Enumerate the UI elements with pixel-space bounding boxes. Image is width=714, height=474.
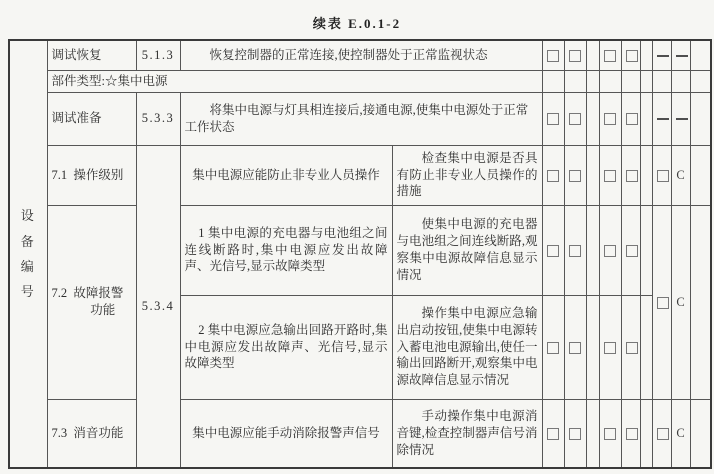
mark-cell [564,40,586,70]
checkbox-icon [569,50,581,62]
mark-cell [599,40,621,70]
checkbox-icon [569,113,581,125]
dash-icon [657,55,669,57]
checkbox-icon [569,342,581,354]
checkbox-icon [569,170,581,182]
checkbox-icon [604,50,616,62]
mark-cell [586,399,599,468]
requirement-cell: 集中电源应能手动消除报警声信号 [180,399,392,468]
checkbox-icon [547,245,559,257]
mark-cell [640,70,652,92]
mark-cell [690,399,711,468]
checkbox-icon [569,245,581,257]
mark-cell [599,92,621,145]
mark-cell [542,399,564,468]
method-cell: 使集中电源的充电器与电池组之间连线断路,观察集中电源故障信息显示情况 [392,205,542,295]
mark-cell [621,70,640,92]
checkbox-icon [626,245,638,257]
row-prepare [9,92,711,145]
mark-cell [564,70,586,92]
checkbox-icon [604,428,616,440]
requirement-cell: 1 集中电源的充电器与电池组之间连线断路时,集中电源应发出故障声、光信号,显示故障类型 [180,205,392,295]
row-fault-alarm-1 [9,205,711,295]
mark-cell [542,70,564,92]
mark-cell [586,70,599,92]
checkbox-icon [604,245,616,257]
method-cell: 手动操作集中电源消音键,检查控制器声信号消除情况 [392,399,542,468]
checkbox-icon [604,342,616,354]
mark-cell [652,205,671,399]
mark-cell [652,399,671,468]
mark-cell [542,205,564,295]
mark-cell [640,92,652,145]
device-number-label: 设备编号 [20,208,36,300]
mark-cell [586,92,599,145]
mark-cell [586,295,599,399]
function-name-cell: 调试准备 [47,92,136,145]
mark-cell [640,295,652,399]
checkbox-icon [657,428,669,440]
mark-cell [599,70,621,92]
mark-cell [690,40,711,70]
mark-cell [671,70,690,92]
mark-cell [652,70,671,92]
method-cell: 检查集中电源是否具有防止非专业人员操作的措施 [392,145,542,205]
mark-cell [621,205,640,295]
mark-cell [564,92,586,145]
mark-cell [564,145,586,205]
mark-cell [640,40,652,70]
function-name-label: 7.2 故障报警功能 [51,286,124,317]
mark-cell [542,145,564,205]
mark-cell [599,205,621,295]
clause-cell: 5.1.3 [136,40,180,70]
mark-cell: C [671,399,690,468]
dash-icon [676,118,688,120]
method-cell: 操作集中电源应急输出启动按钮,使集中电源转入蓄电池电源输出,使任一输出回路断开,观察集中电源故障信息显示情况 [392,295,542,399]
device-number-header [9,40,47,468]
mark-cell [671,40,690,70]
mark-cell [621,92,640,145]
mark-cell [690,70,711,92]
checkbox-icon [626,428,638,440]
dash-icon [676,55,688,57]
checkbox-icon [569,428,581,440]
mark-cell [640,399,652,468]
mark-cell [542,295,564,399]
function-name-cell: 调试恢复 [47,40,136,70]
checkbox-icon [604,170,616,182]
checkbox-icon [604,113,616,125]
mark-cell [690,205,711,399]
row-restore [9,40,711,70]
dash-icon [657,118,669,120]
mark-cell: C [671,205,690,399]
mark-cell [564,295,586,399]
description-cell: 恢复控制器的正常连接,使控制器处于正常监视状态 [180,40,542,70]
table-title: 续表 E.0.1-2 [312,16,402,31]
checkbox-icon [547,170,559,182]
row-mute [9,399,711,468]
checkbox-icon [626,170,638,182]
mark-cell [599,145,621,205]
mark-cell: C [671,145,690,205]
requirement-cell: 2 集中电源应急输出回路开路时,集中电源应发出故障声、光信号,显示故障类型 [180,295,392,399]
checkbox-icon [547,50,559,62]
row-operation-level [9,145,711,205]
mark-cell [564,399,586,468]
checkbox-icon [547,428,559,440]
mark-cell [586,40,599,70]
mark-cell [690,92,711,145]
mark-cell [599,399,621,468]
clause-cell: 5.3.3 [136,92,180,145]
mark-cell [542,92,564,145]
mark-cell [542,40,564,70]
mark-cell [586,145,599,205]
function-name-cell: 7.1 操作级别 [47,145,136,205]
mark-cell [599,295,621,399]
commissioning-record-table [8,39,712,469]
mark-cell [621,399,640,468]
checkbox-icon [547,342,559,354]
mark-cell [640,205,652,295]
mark-cell [652,40,671,70]
mark-cell [621,40,640,70]
description-cell: 将集中电源与灯具相连接后,接通电源,使集中电源处于正常工作状态 [180,92,542,145]
checkbox-icon [626,50,638,62]
mark-cell [640,145,652,205]
mark-cell [564,205,586,295]
checkbox-icon [657,297,669,309]
function-name-cell: 7.3 消音功能 [47,399,136,468]
mark-cell [586,205,599,295]
mark-cell [621,295,640,399]
mark-cell [652,92,671,145]
checkbox-icon [626,113,638,125]
function-name-cell [47,205,136,399]
part-type-cell: 部件类型:☆集中电源 [47,70,542,92]
checkbox-icon [657,170,669,182]
row-part-type [9,70,711,92]
checkbox-icon [547,113,559,125]
clause-cell: 5.3.4 [136,145,180,468]
mark-cell [690,145,711,205]
requirement-cell: 集中电源应能防止非专业人员操作 [180,145,392,205]
checkbox-icon [626,342,638,354]
mark-cell [652,145,671,205]
mark-cell [621,145,640,205]
mark-cell [671,92,690,145]
